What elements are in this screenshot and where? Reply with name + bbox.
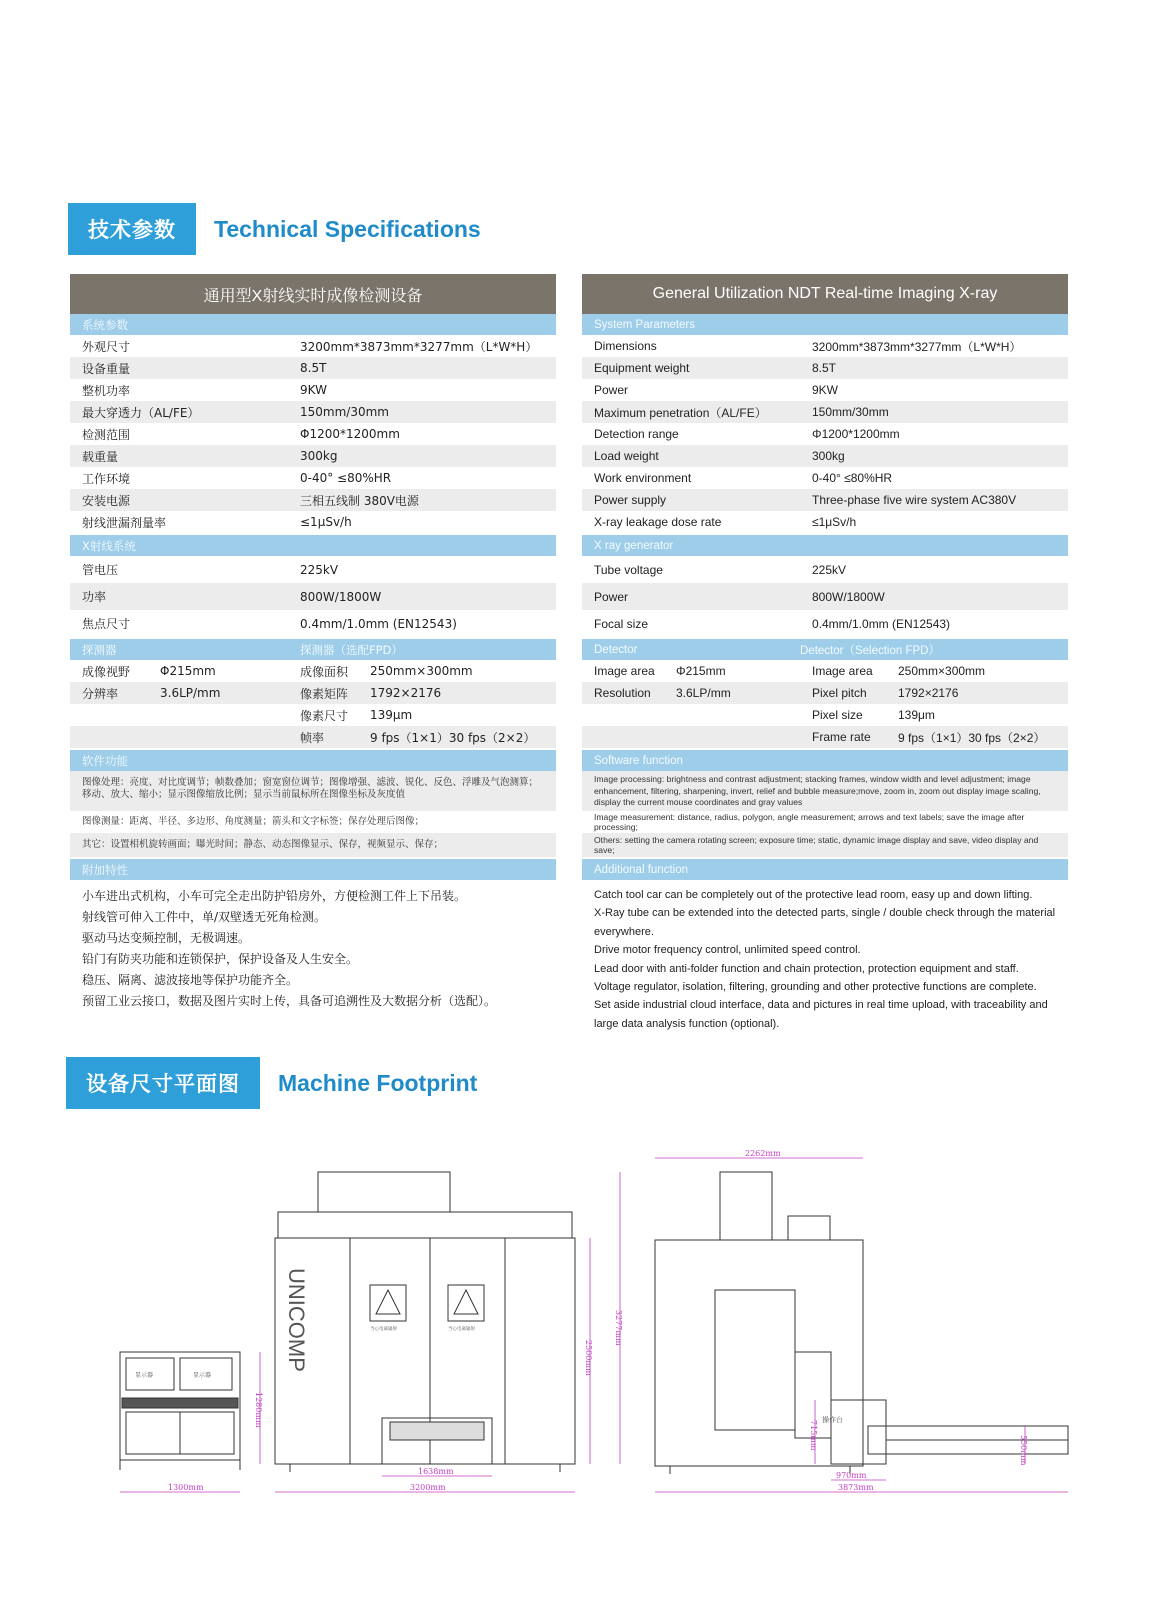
detector-row (70, 660, 556, 682)
row-key: 焦点尺寸 (82, 617, 131, 631)
table-row (582, 467, 1068, 489)
warning-label: 当心电离辐射 (448, 1327, 475, 1332)
detector-rows (582, 660, 1068, 748)
table-row (70, 445, 556, 467)
dimension-label: 1300mm (168, 1483, 204, 1492)
row-value: 8.5T (812, 361, 837, 375)
detector-cell: Φ215mm (676, 664, 726, 678)
row-value: 3200mm*3873mm*3277mm（L*W*H） (300, 339, 538, 354)
row-key: 检测范围 (82, 427, 131, 442)
row-value: 0.4mm/1.0mm (EN12543) (300, 616, 457, 631)
table-row (70, 423, 556, 445)
dimension-label: 970mm (836, 1471, 867, 1480)
row-value: 9KW (300, 383, 327, 397)
category-detector (70, 639, 556, 660)
table-row (70, 511, 556, 533)
detector-cell: 像素尺寸 (300, 708, 349, 723)
dimension-label: 550mm (1019, 1435, 1028, 1466)
row-key: Focal size (594, 616, 649, 631)
row-value: 150mm/30mm (300, 405, 389, 419)
machine-footprint-drawing (100, 1130, 1070, 1510)
row-value: 8.5T (300, 361, 327, 375)
software-item: 图像测量：距离、半径、多边形、角度测量；箭头和文字标签；保存处理后图像； (82, 816, 425, 827)
additional-item: Drive motor frequency control, unlimited speed control. (594, 944, 861, 957)
row-value: ≤1μSv/h (300, 515, 352, 529)
table-row (582, 379, 1068, 401)
detector-cell: 3.6LP/mm (676, 686, 731, 700)
additional-item: 预留工业云接口，数据及图片实时上传，具备可追溯性及大数据分析（选配）。 (82, 994, 497, 1008)
category-xray (582, 535, 1068, 556)
detector-cell: 250mm×300mm (370, 664, 473, 678)
table-row (70, 335, 556, 357)
section-badge-cn: 技术参数 (68, 203, 196, 255)
row-key: Tube voltage (594, 562, 663, 577)
category-xray (70, 535, 556, 556)
section-header-specs (68, 203, 481, 255)
spec-table-english (582, 274, 1068, 1033)
table-row (582, 610, 1068, 637)
row-key: Power (594, 383, 629, 397)
detector-cell: 像素矩阵 (300, 686, 349, 701)
console-label: 操作台 (822, 1416, 843, 1424)
detector-cell: Pixel size (812, 708, 863, 722)
row-key: 管电压 (82, 563, 119, 577)
table-row (70, 401, 556, 423)
additional-item: 稳压、隔离、滤波接地等保护功能齐全。 (82, 973, 299, 987)
warning-label: 当心电离辐射 (370, 1327, 397, 1332)
section-title-en: Machine Footprint (278, 1069, 478, 1096)
additional-item: X-Ray tube can be extended into the detected parts, single / double check through the material everywhere. (594, 907, 1056, 938)
xray-rows (582, 556, 1068, 637)
dimension-label: 3873mm (838, 1483, 874, 1492)
detector-cell: Frame rate (812, 730, 871, 744)
detector-row (582, 660, 1068, 682)
row-value: 300kg (812, 449, 845, 463)
category-software (70, 750, 556, 771)
row-key: 最大穿透力（AL/FE） (82, 405, 200, 420)
row-value: 800W/1800W (300, 589, 382, 604)
detector-cell: Pixel pitch (812, 686, 867, 700)
detector-cell: 139μm (370, 708, 413, 722)
table-row (70, 467, 556, 489)
software-item: 图像处理：亮度、对比度调节；帧数叠加；窗宽窗位调节；图像增强、滤波、锐化、反色、浮雕及气泡测算；移动、放大、缩小；显示图像缩放比例；显示当前鼠标所在图像坐标及灰度值 (70, 771, 556, 811)
row-value: 800W/1800W (812, 589, 885, 604)
row-value: 300kg (300, 449, 338, 463)
row-value: 150mm/30mm (812, 405, 889, 419)
category-software (582, 750, 1068, 771)
additional-item: Voltage regulator, isolation, filtering, grounding and other protective functions are complete. (594, 981, 1037, 994)
category-label: Detector (594, 643, 638, 656)
row-value: 0-40° ≤80%HR (812, 471, 893, 485)
lead-room-front (275, 1172, 575, 1472)
row-key: Equipment weight (594, 361, 690, 375)
category-label: Software function (594, 754, 683, 767)
row-key: Work environment (594, 471, 692, 485)
row-key: X-ray leakage dose rate (594, 515, 722, 529)
category-system (70, 314, 556, 335)
row-value: ≤1μSv/h (812, 515, 857, 529)
detector-cell: 9 fps（1×1）30 fps（2×2） (370, 730, 536, 745)
table-row (582, 511, 1068, 533)
table-row (582, 401, 1068, 423)
row-key: 安装电源 (82, 493, 131, 508)
section-badge-cn: 设备尺寸平面图 (66, 1057, 260, 1109)
row-key: 设备重量 (82, 361, 131, 376)
row-key: 工作环境 (82, 471, 131, 486)
row-value: 3200mm*3873mm*3277mm（L*W*H） (812, 339, 1022, 354)
additional-item: Lead door with anti-folder function and chain protection, protection equipment and staff. (594, 962, 1019, 975)
category-label: 附加特性 (82, 862, 128, 877)
row-value: Φ1200*1200mm (812, 427, 900, 441)
section-header-footprint (66, 1057, 477, 1109)
table-row (582, 335, 1068, 357)
detector-row (70, 704, 556, 726)
additional-list (582, 880, 1068, 1033)
detector-cell: Resolution (594, 686, 651, 700)
row-key: 功率 (82, 590, 107, 604)
table-row (582, 357, 1068, 379)
row-key: 整机功率 (82, 383, 131, 398)
detector-cell: 成像视野 (82, 664, 131, 679)
row-key: 载重量 (82, 449, 119, 464)
row-key: Maximum penetration（AL/FE） (594, 405, 767, 420)
table-row (582, 445, 1068, 467)
category-detector (582, 639, 1068, 660)
spec-table-chinese (70, 274, 556, 1012)
row-value: 0.4mm/1.0mm (EN12543) (812, 616, 951, 631)
category-label: System Parameters (594, 318, 695, 331)
detector-cell: Image area (812, 664, 873, 678)
dimension-label: 2262mm (745, 1149, 781, 1158)
category-system (582, 314, 1068, 335)
table-row (70, 379, 556, 401)
brand-label: UNICOMP (284, 1268, 309, 1372)
system-rows (582, 335, 1068, 533)
detector-cell: 成像面积 (300, 664, 349, 679)
detector-row (582, 704, 1068, 726)
detector-cell: 1792×2176 (898, 686, 959, 700)
row-value: 三相五线制 380V电源 (300, 493, 419, 508)
software-item: Others: setting the camera rotating screen; exposure time; static, dynamic image display and save, video display and save; (582, 833, 1068, 857)
lead-room-side (655, 1172, 1068, 1474)
software-item: Image measurement: distance, radius, polygon, angle measurement; arrows and text labels; save the image after processing; (594, 812, 1025, 832)
additional-item: 射线管可伸入工件中，单/双壁透无死角检测。 (82, 910, 327, 924)
row-value: Three-phase five wire system AC380V (812, 493, 1017, 507)
detector-cell: 3.6LP/mm (160, 686, 221, 700)
row-key: Power supply (594, 493, 667, 507)
detector-rows (70, 660, 556, 748)
category-label: 系统参数 (82, 317, 128, 332)
dimension-label: 3200mm (410, 1483, 446, 1492)
table-title: General Utilization NDT Real-time Imaging X-ray (582, 274, 1068, 314)
xray-rows (70, 556, 556, 637)
screen-label: 显示器 (193, 1372, 212, 1379)
table-row (70, 556, 556, 583)
dimension-label: 2500mm (584, 1340, 593, 1376)
row-key: Load weight (594, 449, 659, 463)
additional-item: Set aside industrial cloud interface, data and pictures in real time upload, with traceability and large data analysis function (optional). (594, 999, 1048, 1030)
table-title: 通用型X射线实时成像检测设备 (70, 274, 556, 314)
additional-item: 小车进出式机构，小车可完全走出防护铅房外，方便检测工件上下吊装。 (82, 889, 467, 903)
section-title-en: Technical Specifications (214, 215, 481, 242)
software-item: 其它：设置相机旋转画面；曝光时间；静态、动态图像显示、保存，视频显示、保存； (70, 833, 556, 857)
table-row (70, 610, 556, 637)
row-value: 225kV (812, 562, 847, 577)
category-additional (582, 859, 1068, 880)
detector-row (70, 726, 556, 748)
operator-console (120, 1352, 240, 1470)
category-label: 软件功能 (82, 753, 128, 768)
software-item: Image processing: brightness and contrast adjustment; stacking frames, window width and level adjustment; image enhancement, filtering, sharpening, invert, relief and bubble measure;move, zoom in, zoom out display image scaling, display the current mouse coordinates and gray values (582, 771, 1068, 811)
row-value: 0-40° ≤80%HR (300, 471, 392, 485)
category-label-2: Detector（Selection FPD） (800, 644, 940, 657)
row-value: Φ1200*1200mm (300, 427, 400, 441)
table-row (582, 583, 1068, 610)
detector-cell: 1792×2176 (370, 686, 442, 700)
detector-cell: 帧率 (300, 730, 325, 745)
detector-cell: 分辨率 (82, 686, 119, 701)
row-key: 射线泄漏剂量率 (82, 515, 167, 530)
detector-cell: Φ215mm (160, 664, 216, 678)
row-value: 9KW (812, 383, 839, 397)
table-row (70, 583, 556, 610)
detector-row (70, 682, 556, 704)
table-row (582, 489, 1068, 511)
table-row (582, 556, 1068, 583)
detector-cell: 9 fps（1×1）30 fps（2×2） (898, 730, 1046, 745)
category-label: Additional function (594, 863, 688, 876)
row-value: 225kV (300, 562, 339, 577)
dimension-label: 1280mm (254, 1392, 263, 1428)
row-key: Dimensions (594, 339, 657, 353)
dimension-label: 3277mm (614, 1310, 623, 1346)
additional-item: 驱动马达变频控制，无极调速。 (82, 931, 251, 945)
row-key: Power (594, 589, 629, 604)
category-label: X ray generator (594, 539, 674, 552)
row-key: 外观尺寸 (82, 339, 131, 354)
system-rows (70, 335, 556, 533)
additional-list (70, 880, 556, 1012)
table-row (70, 357, 556, 379)
category-label: X射线系统 (82, 538, 136, 553)
detector-row (582, 682, 1068, 704)
table-row (70, 489, 556, 511)
dimension-label: 715mm (809, 1420, 818, 1451)
detector-cell: 250mm×300mm (898, 664, 986, 678)
detector-row (582, 726, 1068, 748)
category-label-2: 探测器（选配FPD） (300, 642, 403, 657)
category-label: 探测器 (82, 642, 117, 657)
table-row (582, 423, 1068, 445)
additional-item: 铅门有防夹功能和连锁保护，保护设备及人生安全。 (82, 952, 359, 966)
row-key: Detection range (594, 427, 679, 441)
detector-cell: 139μm (898, 708, 935, 722)
additional-item: Catch tool car can be completely out of the protective lead room, easy up and down lifting. (594, 889, 1033, 901)
dimension-label: 1638mm (418, 1467, 454, 1476)
detector-cell: Image area (594, 664, 655, 678)
screen-label: 显示器 (135, 1372, 154, 1379)
category-additional (70, 859, 556, 880)
